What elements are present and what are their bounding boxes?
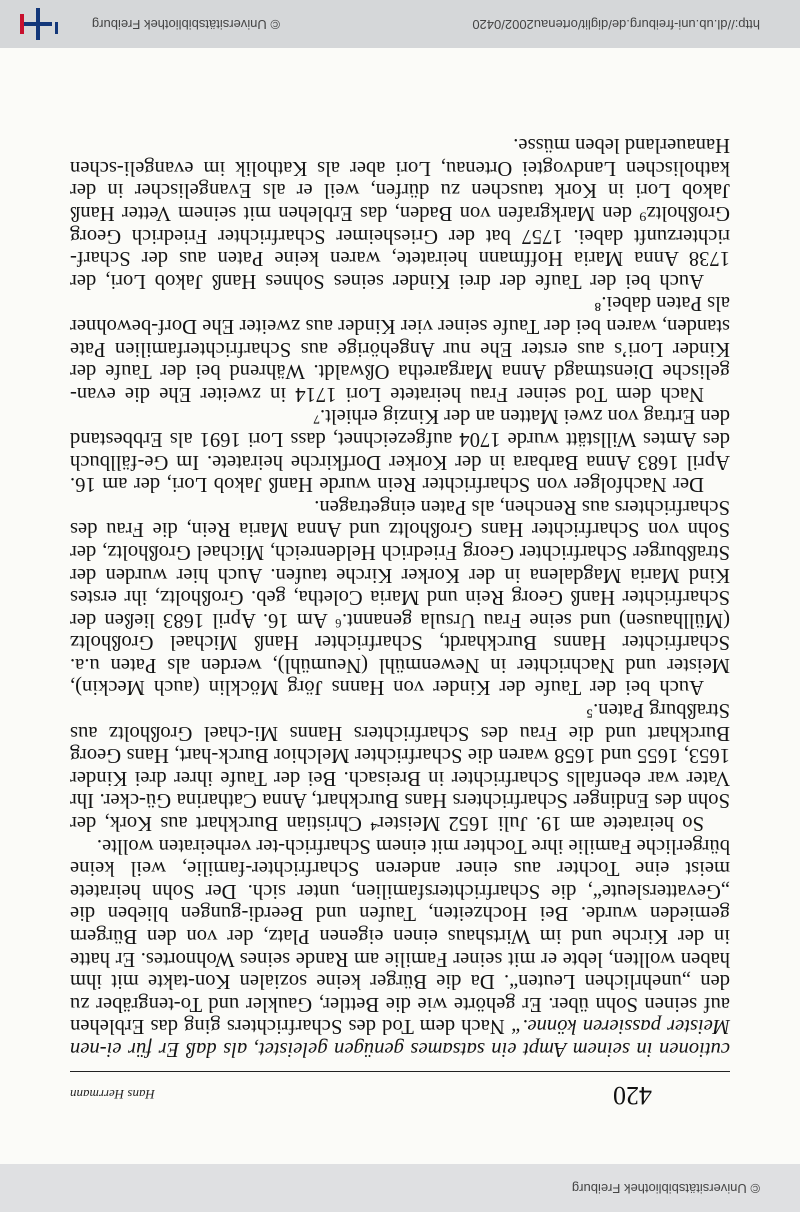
copyright-notice-bottom: © Universitätsbibliothek Freiburg — [91, 17, 280, 32]
paragraph-5: Nach dem Tod seiner Frau heiratete Lori 1714 in zweiter Ehe die evan-gelische Dienstmagd Anna Margaretha Oßwaldt. Während bei der Taufe der Kinder Lori’s aus erster Ehe nur Angehörige aus Scharfrichterfamilien Pate standen, waren bei der Taufe seiner vier Kinder aus zweiter Ehe Dorf-bewohner als Paten dabei.⁸ — [70, 292, 730, 405]
viewer-top-bar — [0, 1164, 800, 1212]
paragraph-6: Auch bei der Taufe der drei Kinder seines Sohnes Hanß Jakob Lori, der 1738 Anna Maria Hoffmann heiratete, waren keine Paten aus der Scharf-richterzunft dabei. 1757 bat der Griesheimer Scharfrichter Friedrich Georg Großholtz⁹ den Markgrafen von Baden, das Erblehen mit seinem Vetter Hanß Jakob Lori in Kork tauschen zu dürfen, weil er als Evangelischer in der katholischen Landvogtei Ortenau, Lori aber als Katholik im evangeli-schen Hanauerland leben müsse. — [70, 134, 730, 292]
running-head: Hans Herrmann — [70, 1087, 155, 1102]
scanned-page — [0, 48, 800, 1164]
paragraph-4: Der Nachfolger von Scharfrichter Rein wurde Hanß Jakob Lori, der am 16. April 1683 Anna Barbara in der Korker Dorfkirche heiratete. Im Ge-fällbuch des Amtes Willstätt wurde 1704 aufgezeichnet, dass Lori 1691 als Erbbestand den Ertrag von zwei Matten an der Kinzig erhielt.⁷ — [70, 405, 730, 496]
page-number: 420 — [613, 1081, 652, 1110]
body-text — [70, 134, 730, 1060]
header-rule — [70, 1071, 730, 1072]
library-logo-icon — [16, 8, 60, 40]
italic-quote: cutionen in seinem Ampt ein satsames genügen geleistet, als daß Er für ei-nen Meister passieren könne.“ — [70, 1015, 730, 1060]
copyright-notice-top: © Universitätsbibliothek Freiburg — [571, 1181, 760, 1196]
viewer-bottom-bar — [0, 0, 800, 48]
paragraph-1 — [70, 834, 730, 1060]
paragraph-2: So heiratete am 19. Juli 1652 Meister⁴ Christian Burckhart aus Kork, der Sohn des Endinger Scharfrichters Hans Burckhart, Anna Catharina Gü-cker. Ihr Vater war ebenfalls Scharfrichter in Breisach. Bei der Taufe ihrer drei Kinder 1653, 1655 und 1658 waren die Scharfrichter Melchior Burck-hart, Hans Georg Burckhart und die Frau des Scharfrichters Hanns Mi-chael Großholtz aus Straßburg Paten.⁵ — [70, 699, 730, 835]
page-url[interactable]: http://dl.ub.uni-freiburg.de/diglit/ortenau2002/0420 — [472, 17, 760, 32]
paragraph-1-text: Nach dem Tod des Scharfrichters ging das Erblehen auf seinen Sohn über. Er gehörte wie die Bettler, Gaukler und To-tengräber zu den „unehrlichen Leuten“. Da die Bürger keine sozialen Kon-takte mit ihm haben wollten, lebte er mit seiner Familie am Rande seines Wohnortes. Er hatte in der Kirche und im Wirtshaus einen eigenen Platz, der von den Bürgern gemieden wurde. Bei Hochzeiten, Taufen und Beerdi-gungen blieben die „Gevattersleute“, die Scharfrichtersfamilien, unter sich. Der Sohn heiratete meist eine Tochter aus einer anderen Scharfrichter-familie, weil keine bürgerliche Familie ihre Tochter mit einem Scharfrich-ter verheiraten wollte. — [70, 834, 730, 1038]
paragraph-3: Auch bei der Taufe der Kinder von Hanns Jörg Möcklin (auch Meckin), Meister und Nachrichter in Newenmühl (Neumühl), werden als Paten u.a. Scharfrichter Hanns Burckhardt, Scharfrichter Hanß Michael Großholtz (Müllhausen) und seine Frau Ursula genannt.⁶ Am 16. April 1683 ließen der Scharfrichter Hanß Georg Rein und Maria Coletha, geb. Großholtz, ihr erstes Kind Maria Magdalena in der Korker Kirche taufen. Auch hier wurden der Straßburger Scharfrichter Georg Friedrich Heldenreich, Michael Großholtz, der Sohn von Scharfrichter Hans Großholtz und Anna Maria Rein, die Frau des Scharfrichters aus Renchen, als Paten eingetragen. — [70, 495, 730, 699]
